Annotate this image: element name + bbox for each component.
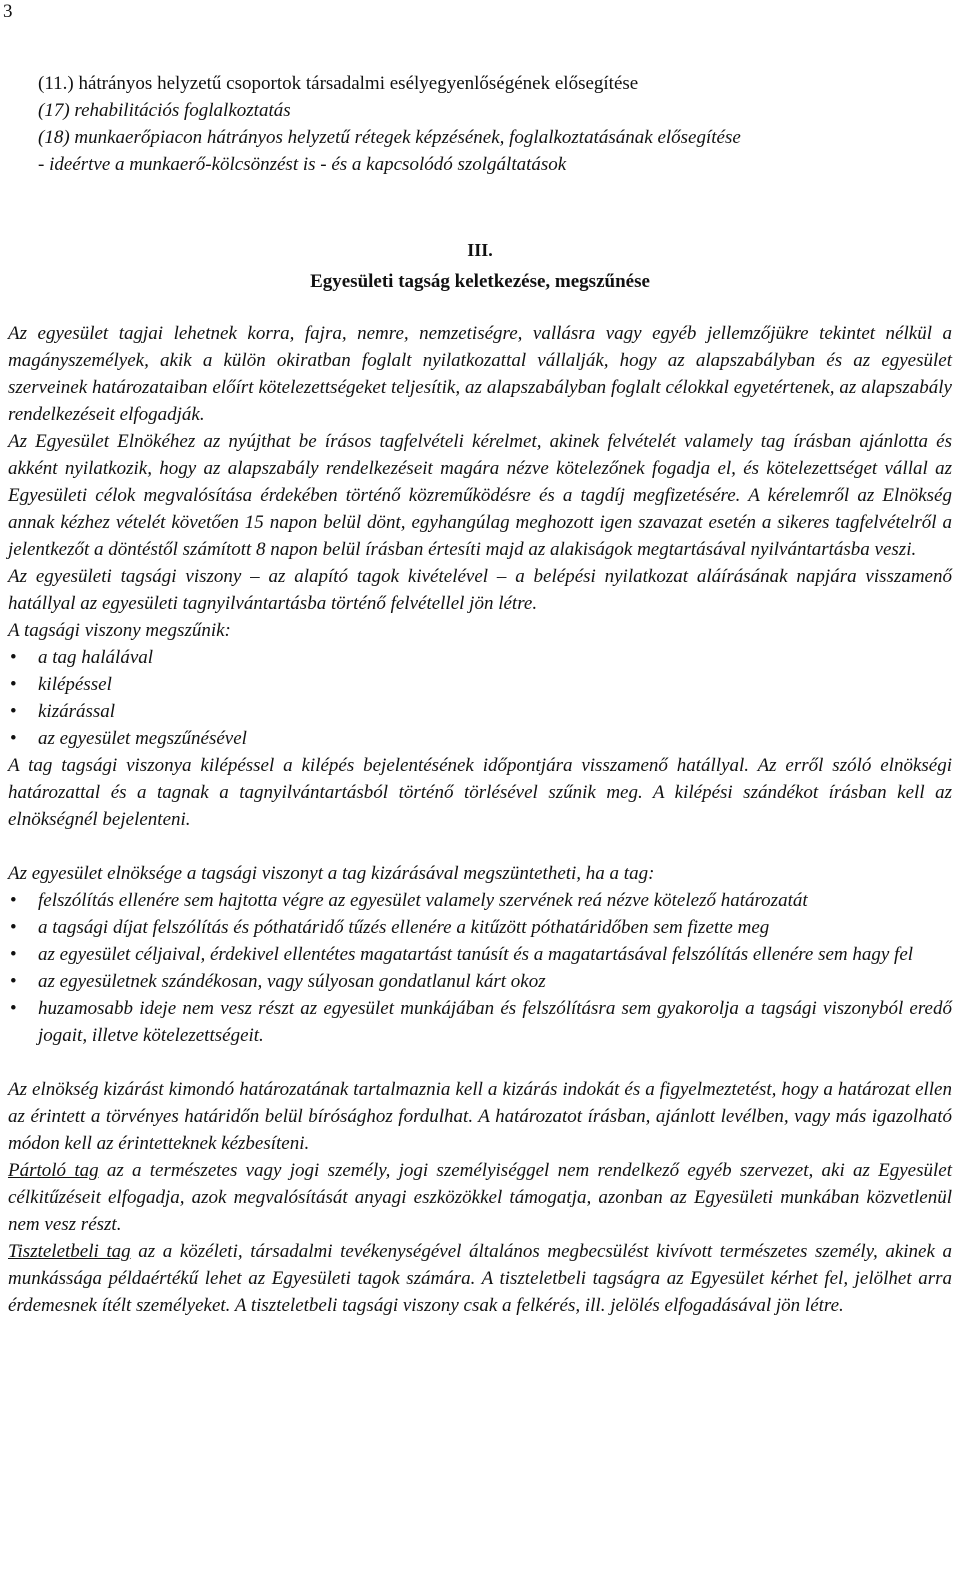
section-title: Egyesületi tagság keletkezése, megszűnése <box>310 271 650 292</box>
list-item: • az egyesület céljaival, érdekivel ellentétes magatartást tanúsít és a magatartásával felszólítás ellenére sem hagy fel <box>8 941 952 968</box>
termination-heading: A tagsági viszony megszűnik: <box>8 620 231 641</box>
formation-paragraph: Az egyesületi tagsági viszony – az alapító tagok kivételével – a belépési nyilatkozat aláírásának napjára visszamenő hatállyal az egyesületi tagnyilvántartásba történő felvétellel jön létre. <box>8 566 952 614</box>
list-item: • kizárással <box>8 698 952 725</box>
activity-item: (17) rehabilitációs foglalkoztatás <box>38 100 291 121</box>
list-item: • a tagsági díjat felszólítás és póthatáridő tűzés ellenére a kitűzött póthatáridőben sem fizette meg <box>8 914 952 941</box>
exclusion-heading: Az egyesület elnöksége a tagsági viszonyt a tag kizárásával megszüntetheti, ha a tag: <box>8 863 655 884</box>
supporting-member-term: Pártoló tag <box>8 1160 99 1181</box>
supporting-member-text: az a természetes vagy jogi személy, jogi személyiséggel nem rendelkező egyéb szervezet, aki az Egyesület célkitűzéseit elfogadja, azok megvalósítását anyagi eszközökkel támogatja, azonban az Egyesületi munkában közvetlenül nem vesz részt. <box>8 1160 952 1235</box>
list-item: • a tag halálával <box>8 644 952 671</box>
page-number: 3 <box>3 1 13 22</box>
section-body <box>8 320 952 1319</box>
exclusion-decision-paragraph: Az elnökség kizárást kimondó határozatának tartalmaznia kell a kizárás indokát és a figyelmeztetést, hogy a határozat ellen az érintett a törvényes határidőn belül bírósághoz fordulhat. A határozatot írásban, ajánlott levélben, vagy más igazolható módon kell az érintetteknek kézbesíteni. <box>8 1079 952 1154</box>
activity-list <box>38 70 943 178</box>
exclusion-list <box>8 887 952 1049</box>
honorary-member-text: az a közéleti, társadalmi tevékenységével általános megbecsülést kivívott természetes személy, akinek a munkássága példaértékű lehet az Egyesületi tagok számára. A tiszteletbeli tagságra az Egyesület kérhet fel, jelölhet arra érdemesnek ítélt személyeket. A tiszteletbeli tagsági viszony csak a felkérés, ill. jelölés elfogadásával jön létre. <box>8 1241 952 1316</box>
termination-list <box>8 644 952 752</box>
activity-item: - ideértve a munkaerő-kölcsönzést is - és a kapcsolódó szolgáltatások <box>38 154 567 175</box>
activity-item: (11.) hátrányos helyzetű csoportok társadalmi esélyegyenlőségének elősegítése <box>38 73 639 94</box>
activity-item: (18) munkaerőpiacon hátrányos helyzetű rétegek képzésének, foglalkoztatásának elősegítése <box>38 127 741 148</box>
section-number: III. <box>467 240 493 260</box>
decision-text: A kérelemről az Elnökség annak kézhez vételét követően 15 napon belül dönt, egyhangúlag meghozott igen szavazat esetén a sikeres tagfelvételről a jelentkezőt a döntéstől számított 8 napon belül írásban értesíti majd az alakiságok megtartásával nyilvántartásba veszi. <box>8 485 952 560</box>
list-item: • felszólítás ellenére sem hajtotta végre az egyesület valamely szervének reá nézve kötelező határozatát <box>8 887 952 914</box>
supporting-member-paragraph <box>8 1157 952 1238</box>
list-item: • az egyesület megszűnésével <box>8 725 952 752</box>
honorary-member-paragraph <box>8 1238 952 1319</box>
membership-paragraph: Az egyesület tagjai lehetnek korra, fajra, nemre, nemzetiségre, vallásra vagy egyéb jellemzőjükre tekintet nélkül a magányszemélyek, akik a külön okiratban foglalt nyilatkozattal vállalják, hogy az alapszabályban és az egyesület szerveinek határozataiban előírt kötelezettségeket teljesítik, az alapszabályban foglalt célokkal egyetértenek, az alapszabály rendelkezéseit elfogadják. <box>8 323 952 425</box>
resignation-paragraph: A tag tagsági viszonya kilépéssel a kilépés bejelentésének időpontjára visszamenő hatállyal. Az erről szóló elnökségi határozattal és a tagnak a tagnyilvántartásból történő törlésével szűnik meg. A kilépési szándékot írásban kell az elnökségnél bejelenteni. <box>8 755 952 830</box>
honorary-member-term: Tiszteletbeli tag <box>8 1241 131 1262</box>
list-item: • kilépéssel <box>8 671 952 698</box>
application-text: Az Egyesület Elnökéhez az nyújthat be írásos tagfelvételi kérelmet, akinek felvételét valamely tag írásban ajánlotta és akként nyilatkozik, hogy az alapszabály rendelkezéseit magára nézve kötelezőnek fogadja el, és kötelezettséget vállal az Egyesületi célok megvalósítása érdekében történő közreműködésre és a tagdíj megfizetésére. <box>8 431 952 506</box>
list-item: • huzamosabb ideje nem vesz részt az egyesület munkájában és felszólításra sem gyakorolja a tagsági viszonyból eredő jogait, illetve kötelezettségeit. <box>8 995 952 1049</box>
list-item: • az egyesületnek szándékosan, vagy súlyosan gondatlanul kárt okoz <box>8 968 952 995</box>
application-paragraph <box>8 428 952 563</box>
